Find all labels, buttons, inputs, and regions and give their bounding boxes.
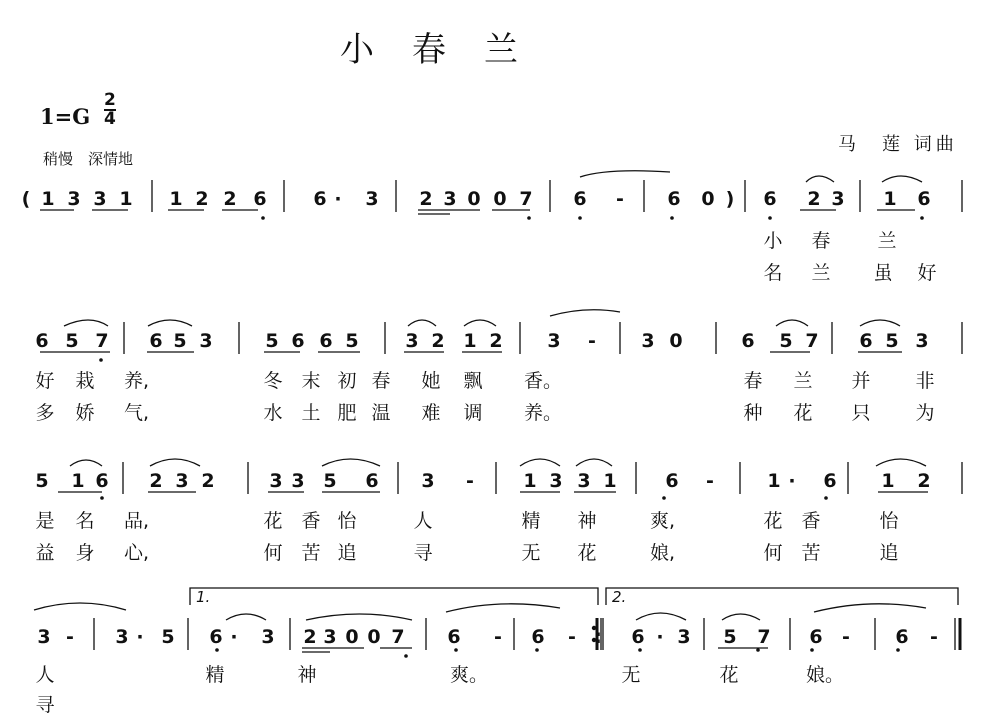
lyric-syllable: 何 (763, 542, 783, 564)
lyric-syllable: 苦 (301, 542, 321, 564)
note: 6 (319, 330, 333, 352)
note: 6 (665, 470, 679, 492)
note: 0 (367, 626, 381, 648)
lyric-syllable: 人 (35, 664, 55, 686)
volta-1-label: 1. (196, 588, 211, 606)
lyric-syllable: 栽 (75, 370, 95, 392)
note: 0 (345, 626, 359, 648)
note: 5 (345, 330, 359, 352)
note: 1 (603, 470, 617, 492)
lyric-syllable: 花 (263, 510, 283, 532)
note: 6 (313, 188, 327, 210)
lyric-syllable: 何 (263, 542, 283, 564)
lyric-syllable: 娇 (75, 402, 95, 424)
lyric-syllable: 怡 (337, 510, 357, 532)
note: 3 (323, 626, 337, 648)
lyric-syllable: 品, (124, 510, 150, 532)
note: 6 (917, 188, 931, 210)
lyric-syllable: 种 (743, 402, 763, 424)
note: 6 (809, 626, 823, 648)
note: 3 (115, 626, 129, 648)
lyric-syllable: 娘。 (806, 664, 845, 686)
note: - (466, 470, 474, 492)
note: 3 (443, 188, 457, 210)
note: 2 (489, 330, 503, 352)
note: 1 (71, 470, 85, 492)
lyric-syllable: 花 (719, 664, 739, 686)
lyric-syllable: 兰 (877, 230, 897, 252)
lyric-syllable: 水 (263, 402, 283, 424)
note: 6 (531, 626, 545, 648)
note: - (568, 626, 576, 648)
note: 3 (291, 470, 305, 492)
lyric-syllable: 名 (75, 510, 95, 532)
note: 2 (195, 188, 209, 210)
note: 3 (577, 470, 591, 492)
lyric-syllable: 神 (577, 510, 597, 532)
lyric-syllable: 香 (801, 510, 821, 532)
lyric-syllable: 无 (621, 664, 641, 686)
note: 7 (391, 626, 405, 648)
note: 3 (199, 330, 213, 352)
note: 3 (549, 470, 563, 492)
note: ( (21, 188, 31, 210)
lyric-syllable: 冬 (263, 370, 283, 392)
note: · (136, 626, 144, 648)
lyric-syllable: 好 (917, 262, 937, 284)
lyric-syllable: 爽, (650, 510, 676, 532)
note: 2 (431, 330, 445, 352)
lyric-syllable: 虽 (873, 262, 893, 284)
note: 3 (405, 330, 419, 352)
lyric-syllable: 温 (371, 402, 391, 424)
lyric-syllable: 追 (337, 542, 357, 564)
note: 6 (823, 470, 837, 492)
lyric-syllable: 兰 (793, 370, 813, 392)
note: 6 (631, 626, 645, 648)
note: · (788, 470, 796, 492)
note: 3 (261, 626, 275, 648)
note: 6 (763, 188, 777, 210)
note: 3 (641, 330, 655, 352)
lyric-syllable: 心, (124, 542, 150, 564)
lyric-syllable: 香。 (524, 370, 563, 392)
note: 0 (467, 188, 481, 210)
note: · (334, 188, 342, 210)
lyric-syllable: 人 (413, 510, 433, 532)
note: 2 (201, 470, 215, 492)
lyric-syllable: 苦 (801, 542, 821, 564)
lyric-syllable: 养。 (524, 402, 563, 424)
note: 2 (223, 188, 237, 210)
note: 7 (757, 626, 771, 648)
lyric-syllable: 只 (851, 402, 871, 424)
lyric-syllable: 气, (124, 402, 150, 424)
note: 6 (35, 330, 49, 352)
note: 6 (667, 188, 681, 210)
time-sig-top: 2 (104, 90, 116, 110)
note: 1 (119, 188, 133, 210)
note: 2 (419, 188, 433, 210)
lyric-syllable: 多 (35, 402, 55, 424)
note: 5 (173, 330, 187, 352)
lyric-syllable: 土 (301, 402, 321, 424)
note: 3 (915, 330, 929, 352)
note: 5 (323, 470, 337, 492)
note: 6 (253, 188, 267, 210)
lyric-syllable: 非 (915, 370, 935, 392)
lyric-syllable: 寻 (35, 694, 55, 716)
note: 3 (365, 188, 379, 210)
lyric-syllable: 调 (463, 402, 483, 424)
note: 0 (669, 330, 683, 352)
note: - (494, 626, 502, 648)
lyric-syllable: 精 (205, 664, 225, 686)
note: 6 (291, 330, 305, 352)
lyric-syllable: 养, (124, 370, 150, 392)
note: 1 (881, 470, 895, 492)
lyric-syllable: 寻 (413, 542, 433, 564)
note: 6 (573, 188, 587, 210)
lyric-syllable: 娘, (650, 542, 676, 564)
lyric-syllable: 难 (421, 402, 441, 424)
note: 3 (67, 188, 81, 210)
note: 6 (859, 330, 873, 352)
note: 1 (169, 188, 183, 210)
note: 6 (895, 626, 909, 648)
note: 5 (885, 330, 899, 352)
note: 1 (463, 330, 477, 352)
note: 3 (175, 470, 189, 492)
lyric-syllable: 她 (421, 370, 441, 392)
note: 0 (493, 188, 507, 210)
note: 7 (95, 330, 109, 352)
lyric-syllable: 无 (521, 542, 541, 564)
lyric-syllable: 飘 (463, 370, 483, 392)
note: 6 (95, 470, 109, 492)
note: 1 (523, 470, 537, 492)
tempo-marking: 稍慢 深情地 (43, 150, 134, 168)
lyric-syllable: 精 (521, 510, 541, 532)
note: 3 (269, 470, 283, 492)
lyric-syllable: 名 (763, 262, 783, 284)
lyric-syllable: 怡 (879, 510, 899, 532)
note: 3 (93, 188, 107, 210)
note: 6 (149, 330, 163, 352)
note: 6 (209, 626, 223, 648)
lyric-syllable: 花 (577, 542, 597, 564)
lyric-syllable: 春 (811, 230, 831, 252)
note: 5 (779, 330, 793, 352)
note: - (66, 626, 74, 648)
note: 1 (883, 188, 897, 210)
lyric-syllable: 神 (297, 664, 317, 686)
note: 2 (149, 470, 163, 492)
note: · (230, 626, 238, 648)
note: - (588, 330, 596, 352)
note: 1 (41, 188, 55, 210)
note: 7 (519, 188, 533, 210)
lyric-syllable: 春 (743, 370, 763, 392)
note: 3 (37, 626, 51, 648)
lyric-syllable: 好 (35, 370, 55, 392)
volta-2-label: 2. (612, 588, 627, 606)
note: - (930, 626, 938, 648)
lyric-syllable: 并 (851, 370, 871, 392)
note: 6 (447, 626, 461, 648)
lyric-syllable: 肥 (337, 402, 357, 424)
note: 2 (807, 188, 821, 210)
note: - (842, 626, 850, 648)
note: 3 (677, 626, 691, 648)
note: 5 (161, 626, 175, 648)
composer-credit: 马 莲 词曲 (838, 134, 958, 155)
lyric-syllable: 是 (35, 510, 55, 532)
note: 2 (917, 470, 931, 492)
key-signature: 1=G (40, 104, 91, 129)
note: 0 (701, 188, 715, 210)
note: - (616, 188, 624, 210)
note: ) (725, 188, 735, 210)
note: 2 (303, 626, 317, 648)
lyric-syllable: 末 (301, 370, 321, 392)
lyric-syllable: 身 (75, 542, 95, 564)
lyric-syllable: 花 (793, 402, 813, 424)
note: 5 (723, 626, 737, 648)
note: 5 (65, 330, 79, 352)
note: 5 (265, 330, 279, 352)
note: 6 (741, 330, 755, 352)
note: 7 (805, 330, 819, 352)
lyric-syllable: 初 (337, 370, 357, 392)
note: - (706, 470, 714, 492)
note: 3 (421, 470, 435, 492)
note: 1 (767, 470, 781, 492)
lyric-syllable: 爽。 (450, 664, 489, 686)
note: · (656, 626, 664, 648)
note: 5 (35, 470, 49, 492)
lyric-syllable: 为 (915, 402, 935, 424)
note: : (594, 626, 602, 648)
lyric-syllable: 春 (371, 370, 391, 392)
note: 6 (365, 470, 379, 492)
song-title: 小 春 兰 (340, 30, 520, 70)
lyric-syllable: 兰 (811, 262, 831, 284)
lyric-syllable: 香 (301, 510, 321, 532)
lyric-syllable: 追 (879, 542, 899, 564)
note: 3 (831, 188, 845, 210)
lyric-syllable: 益 (35, 542, 55, 564)
lyric-syllable: 花 (763, 510, 783, 532)
lyric-syllable: 小 (763, 230, 783, 252)
time-sig-bottom: 4 (104, 109, 116, 129)
note: 3 (547, 330, 561, 352)
